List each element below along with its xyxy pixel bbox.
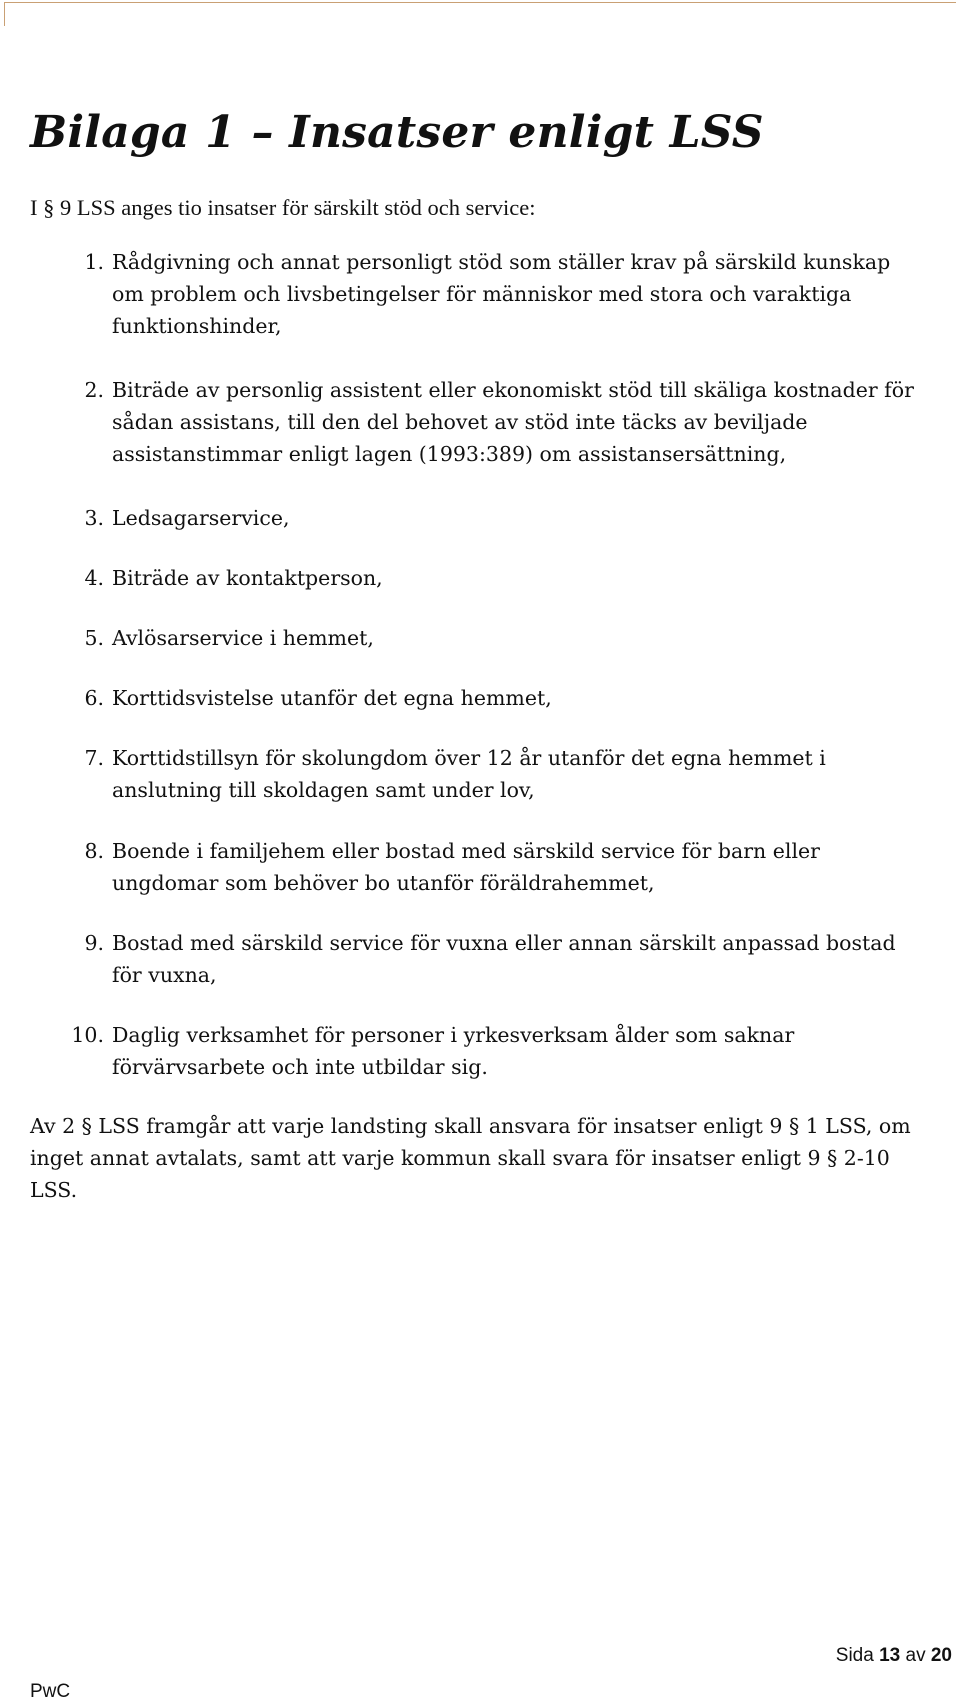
list-item-line: anslutning till skoldagen samt under lov, [112,778,535,802]
page-separator: av [905,1645,926,1666]
page-title: Bilaga 1 – Insatser enligt LSS [30,107,764,158]
page-number [836,1645,952,1667]
list-item-number: 10. [71,1023,104,1047]
list-item-line: Biträde av personlig assistent eller ekonomiskt stöd till skäliga kostnader för [112,378,914,402]
closing-line: LSS. [30,1178,78,1202]
list-item-number: 4. [84,566,104,590]
closing-line: Av 2 § LSS framgår att varje landsting skall ansvara för insatser enligt 9 § 1 LSS, om [30,1114,911,1138]
footer-company: PwC [30,1681,71,1702]
list-item-line: om problem och livsbetingelser för människor med stora och varaktiga [112,282,852,306]
closing-line: inget annat avtalats, samt att varje kommun skall svara för insatser enligt 9 § 2-10 [30,1146,890,1170]
list-item-number: 2. [84,378,104,402]
list-item-line: för vuxna, [112,963,217,987]
list-item-line: ungdomar som behöver bo utanför föräldrahemmet, [112,871,655,895]
intro-text: I § 9 LSS anges tio insatser för särskilt stöd och service: [30,195,536,220]
list-item-line: Avlösarservice i hemmet, [112,626,374,650]
list-item-number: 3. [84,506,104,530]
list-item-number: 6. [84,686,104,710]
list-item-number: 9. [84,931,104,955]
list-item-number: 8. [84,839,104,863]
list-item-line: Rådgivning och annat personligt stöd som ställer krav på särskild kunskap [112,250,891,274]
list-item-line: assistanstimmar enligt lagen (1993:389) om assistansersättning, [112,442,787,466]
closing-paragraph [30,1110,911,1206]
list-item-line: Korttidstillsyn för skolungdom över 12 år utanför det egna hemmet i [112,746,826,770]
list-item-line: Korttidsvistelse utanför det egna hemmet, [112,686,552,710]
list-item-line: funktionshinder, [112,314,282,338]
list-item-number: 5. [84,626,104,650]
list-item-line: sådan assistans, till den del behovet av stöd inte täcks av beviljade [112,410,808,434]
page-current: 13 [879,1645,901,1666]
list-item-line: Daglig verksamhet för personer i yrkesverksam ålder som saknar [112,1023,795,1047]
page-total: 20 [930,1645,952,1666]
list-item-line: Biträde av kontaktperson, [112,566,383,590]
list-item-line: förvärvsarbete och inte utbildar sig. [112,1055,488,1079]
list-item-number: 7. [84,746,104,770]
list-item-line: Ledsagarservice, [112,506,290,530]
list-item-number: 1. [84,250,104,274]
list-item-line: Boende i familjehem eller bostad med särskild service för barn eller [112,839,820,863]
list-item-line: Bostad med särskild service för vuxna eller annan särskilt anpassad bostad [112,931,896,955]
page-prefix: Sida [835,1645,874,1666]
